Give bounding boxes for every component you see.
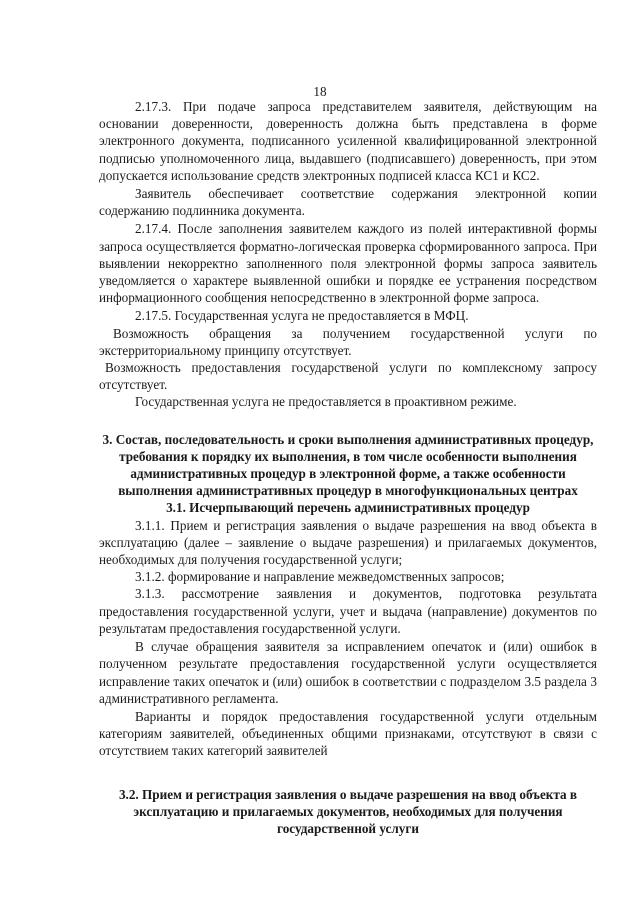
paragraph-categories: Варианты и порядок предоставления государственной услуги отдельным категориям заявителей, объединенных общими признаками, отсутствуют в связи с отсутствием таких категорий заявителей: [99, 708, 597, 759]
paragraph-2-17-5: 2.17.5. Государственная услуга не предоставляется в МФЦ.: [135, 308, 469, 324]
paragraph-3-1-3: 3.1.3. рассмотрение заявления и документов, подготовка результата предоставления государственной услуги, учет и выдача (направление) документов по результатам предоставления государственной услуги.: [99, 586, 597, 636]
paragraph-3-1-1: 3.1.1. Прием и регистрация заявления о выдаче разрешения на ввод объекта в эксплуатацию (далее – заявление о выдаче разрешения) и прилагаемых документов, необходимых для получения государственной услуги;: [99, 517, 597, 568]
paragraph-electronic-copy: Заявитель обеспечивает соответствие содержания электронной копии содержанию подлинника документа.: [99, 186, 597, 219]
paragraph-typo-correction: В случае обращения заявителя за исправлением опечаток и (или) ошибок в полученном результате предоставления государственной услуги осуществляется исправление таких опечаток и (или) ошибок в соответствии с подразделом 3.5 раздела 3 административного регламента.: [99, 639, 597, 706]
section-3-2-heading: 3.2. Прием и регистрация заявления о выдаче разрешения на ввод объекта в эксплуатацию и прилагаемых документов, необходимых для получения государственной услуги: [118, 786, 578, 836]
section-3-1-subheading: 3.1. Исчерпывающий перечень административных процедур: [166, 500, 530, 516]
paragraph-extraterritorial: Возможность обращения за получением государственной услуги по экстерриториальному принципу отсутствует.: [99, 325, 597, 358]
paragraph-3-1-2: 3.1.2. формирование и направление межведомственных запросов;: [135, 569, 505, 585]
paragraph-2-17-3: 2.17.3. При подаче запроса представителем заявителя, действующим на основании доверенности, доверенность должна быть представлена в форме электронного документа, подписанного усиленной квалифицированной электронной подписью уполномоченного лица, выдавшего (подписавшего) доверенность, при этом допускается использование средств электронных подписей класса КС1 и КС2.: [99, 99, 597, 183]
section-3-heading: 3. Состав, последовательность и сроки выполнения административных процедур, требования к порядку их выполнения, в том числе особенности выполнения административных процедур в электронной форме, а также особенности выполнения административных процедур в многофункциональных центрах: [102, 431, 594, 499]
paragraph-complex-request: Возможность предоставления государственой услуги по комплексному запросу отсутствует.: [99, 360, 597, 393]
paragraph-proactive: Государственная услуга не предоставляется в проактивном режиме.: [135, 394, 517, 410]
page-number: 18: [313, 84, 327, 99]
paragraph-2-17-4: 2.17.4. После заполнения заявителем каждого из полей интерактивной формы запроса осуществляется форматно-логическая проверка сформированного запроса. При выявлении некорректно заполненного поля электронной формы запроса заявитель уведомляется о характере выявленной ошибки и порядке ее устранения посредством информационного сообщения непосредственно в электронной форме запроса.: [99, 221, 597, 306]
page-content: [99, 98, 597, 837]
